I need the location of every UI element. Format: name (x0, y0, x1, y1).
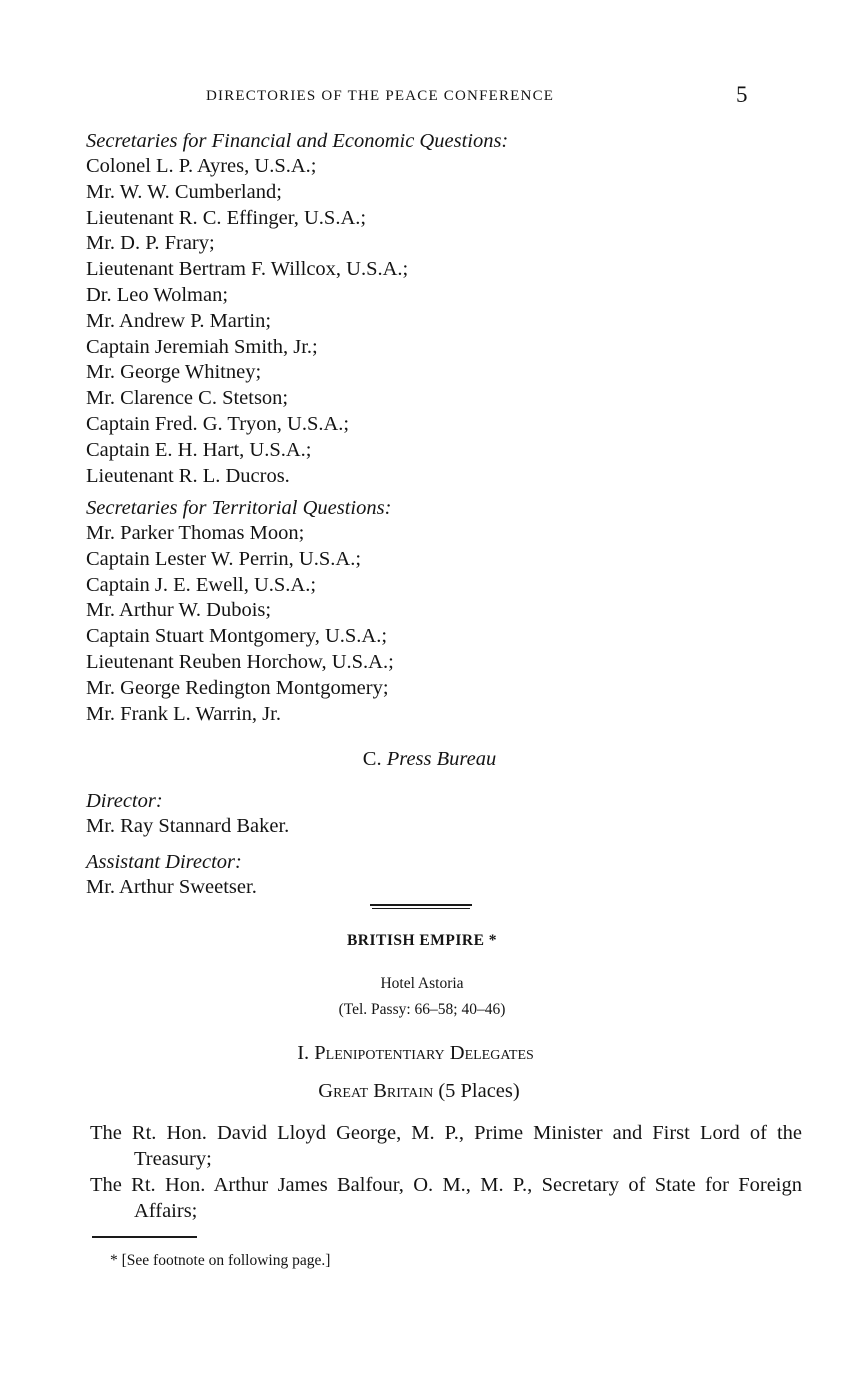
financial-section (86, 128, 776, 489)
list-item: Mr. Arthur W. Dubois; (86, 599, 272, 622)
financial-list (86, 154, 776, 489)
telephone-numbers: (Tel. Passy: 66–58; 40–46) (338, 1001, 506, 1018)
country-places: (5 Places) (438, 1080, 520, 1102)
delegate-first-line: The Rt. Hon. Arthur James Balfour, O. M., M. P., Secretary of (90, 1174, 646, 1196)
footnote-rule (92, 1236, 197, 1238)
list-item: Mr. George Whitney; (86, 361, 262, 384)
list-item: Lieutenant Bertram F. Willcox, U.S.A.; (86, 258, 409, 281)
list-item: Captain Fred. G. Tryon, U.S.A.; (86, 412, 350, 435)
list-item: Dr. Leo Wolman; (86, 283, 229, 306)
list-item: Mr. Frank L. Warrin, Jr. (86, 702, 281, 725)
plenipotentiary-heading (0, 1042, 831, 1065)
press-bureau-letter: C. (362, 748, 382, 770)
territorial-section (86, 495, 776, 727)
list-item: Captain Stuart Montgomery, U.S.A.; (86, 625, 388, 648)
list-item: Captain Jeremiah Smith, Jr.; (86, 335, 318, 358)
assistant-director-label: Assistant Director: (86, 850, 242, 873)
press-bureau-section (86, 788, 776, 901)
financial-heading: Secretaries for Financial and Economic Questions: (86, 130, 509, 152)
list-item: Mr. Andrew P. Martin; (86, 309, 272, 332)
delegate-entry (90, 1172, 802, 1224)
list-item: Mr. Parker Thomas Moon; (86, 522, 305, 544)
section-numeral: I. (297, 1042, 310, 1064)
page-number: 5 (736, 82, 748, 107)
hotel-name: Hotel Astoria (380, 975, 464, 992)
footnote: * [See footnote on following page.] (110, 1252, 331, 1269)
territorial-list (86, 521, 776, 727)
list-item: Lieutenant R. C. Effinger, U.S.A.; (86, 206, 367, 229)
delegate-continuation: Lord of the Treasury; (134, 1122, 803, 1170)
section-divider-thin (372, 908, 470, 909)
delegate-first-line: The Rt. Hon. David Lloyd George, M. P., Prime Minister and First (90, 1122, 690, 1144)
list-item: Captain E. H. Hart, U.S.A.; (86, 438, 312, 461)
section-divider (370, 904, 472, 906)
assistant-director-name: Mr. Arthur Sweetser. (86, 875, 257, 898)
list-item: Captain J. E. Ewell, U.S.A.; (86, 573, 317, 596)
british-empire-title: BRITISH EMPIRE * (346, 932, 498, 949)
list-item: Mr. D. P. Frary; (86, 232, 215, 255)
list-item: Mr. George Redington Montgomery; (86, 676, 389, 699)
press-bureau-heading (0, 748, 859, 771)
list-item: Lieutenant R. L. Ducros. (86, 464, 290, 487)
running-title: DIRECTORIES OF THE PEACE CONFERENCE (206, 88, 555, 104)
list-item: Mr. W. W. Cumberland; (86, 180, 282, 203)
press-bureau-title: Press Bureau (386, 748, 497, 770)
territorial-heading: Secretaries for Territorial Questions: (86, 497, 392, 519)
delegate-entry (90, 1120, 802, 1172)
list-item: Mr. Clarence C. Stetson; (86, 387, 289, 410)
country-name: Great Britain (318, 1080, 434, 1102)
director-name: Mr. Ray Stannard Baker. (86, 815, 290, 837)
list-item: Lieutenant Reuben Horchow, U.S.A.; (86, 650, 394, 673)
list-item: Captain Lester W. Perrin, U.S.A.; (86, 547, 362, 570)
delegate-continuation: State for Foreign Affairs; (134, 1174, 802, 1222)
section-title: Plenipotentiary Delegates (314, 1042, 534, 1064)
list-item: Colonel L. P. Ayres, U.S.A.; (86, 155, 317, 177)
country-heading (0, 1080, 838, 1103)
director-label: Director: (86, 790, 163, 812)
